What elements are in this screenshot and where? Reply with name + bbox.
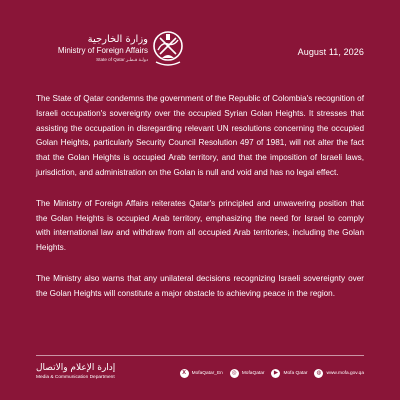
footer-divider bbox=[36, 355, 364, 356]
instagram-icon: ◎ bbox=[230, 369, 239, 378]
social-link-x[interactable] bbox=[180, 369, 223, 378]
qatar-emblem-icon bbox=[150, 28, 186, 68]
paragraph-3: The Ministry also warns that any unilateral decisions recognizing Israeli sovereignty over the Golan Heights will constitute a major obstacle to achieving peace in the region. bbox=[36, 273, 364, 298]
logo-english: Ministry of Foreign Affairs bbox=[57, 46, 148, 55]
youtube-icon: ▶ bbox=[271, 369, 280, 378]
social-link-youtube[interactable] bbox=[271, 369, 307, 378]
department-english: Media & Communication Department bbox=[36, 375, 115, 380]
social-handle: www.mofa.gov.qa bbox=[326, 371, 364, 376]
social-links bbox=[180, 369, 364, 378]
social-handle: MofaQatar_En bbox=[191, 371, 223, 376]
logo-sub: State of Qatar دولـة قـطـر bbox=[96, 57, 148, 62]
paragraph-1: The State of Qatar condemns the government of the Republic of Colombia's recognition of Israeli occupation's sovereignty over the occupied Syrian Golan Heights. It stresses that assisting the occupation in disregarding relevant UN resolutions concerning the occupied Golan Heights, particularly Security Council Resolution 497 of 1981, will not alter the fact that the Golan Heights is occupied Arab territory, and that the imposition of Israeli laws, jurisdiction, and administration on the Golan is null and void and has no legal effect. bbox=[36, 94, 364, 177]
department-logo bbox=[36, 362, 115, 381]
social-link-instagram[interactable] bbox=[230, 369, 265, 378]
department-arabic: إدارة الإعلام والاتصال bbox=[36, 363, 116, 373]
paragraph-2: The Ministry of Foreign Affairs reiterates Qatar's principled and unwavering position that the Golan Heights is occupied Arab territory, emphasizing the need for Israel to comply with international law and withdraw from all occupied Arab territories, including the Golan Heights. bbox=[36, 198, 364, 253]
social-handle: Mofa Qatar bbox=[283, 371, 308, 376]
header bbox=[36, 28, 364, 72]
footer bbox=[36, 362, 364, 386]
statement-body bbox=[36, 92, 364, 318]
ministry-logo bbox=[36, 28, 186, 72]
globe-icon: ◍ bbox=[314, 369, 323, 378]
logo-arabic: وزارة الخارجية bbox=[87, 34, 148, 45]
statement-date: August 11, 2026 bbox=[297, 47, 364, 57]
logo-text bbox=[36, 34, 148, 63]
social-handle: MofaQatar bbox=[241, 371, 265, 376]
x-icon: X bbox=[180, 369, 189, 378]
social-link-website[interactable] bbox=[314, 369, 364, 378]
